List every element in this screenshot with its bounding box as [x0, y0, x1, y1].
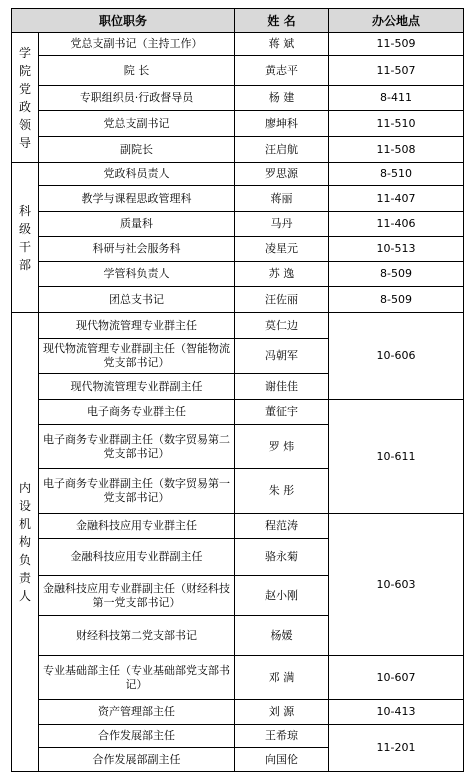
name-cell: 刘 源 [235, 700, 329, 725]
name-cell: 莫仁边 [235, 313, 329, 339]
position-cell: 教学与课程思政管理科 [39, 186, 235, 212]
position-cell: 资产管理部主任 [39, 700, 235, 725]
table-row [12, 33, 464, 56]
office-cell: 11-507 [329, 56, 464, 86]
name-cell: 赵小刚 [235, 576, 329, 616]
name-cell: 杨 建 [235, 86, 329, 111]
table-row [12, 514, 464, 539]
name-cell: 汪启航 [235, 137, 329, 163]
office-cell: 11-407 [329, 186, 464, 212]
position-cell: 院 长 [39, 56, 235, 86]
name-cell: 冯朝军 [235, 339, 329, 374]
position-cell: 团总支书记 [39, 287, 235, 313]
office-cell: 8-411 [329, 86, 464, 111]
name-cell: 罗思源 [235, 163, 329, 186]
table-row [12, 86, 464, 111]
table-row [12, 725, 464, 748]
office-cell: 10-603 [329, 514, 464, 656]
header-position: 职位职务 [12, 9, 235, 33]
table-row [12, 137, 464, 163]
position-cell: 党总支副书记（主持工作） [39, 33, 235, 56]
position-cell: 金融科技应用专业群主任 [39, 514, 235, 539]
office-cell: 8-509 [329, 262, 464, 287]
name-cell: 朱 彤 [235, 469, 329, 514]
position-cell: 党总支副书记 [39, 111, 235, 137]
office-cell: 10-513 [329, 237, 464, 262]
position-cell: 现代物流管理专业群主任 [39, 313, 235, 339]
table-row [12, 262, 464, 287]
header-name: 姓 名 [235, 9, 329, 33]
name-cell: 董征宇 [235, 400, 329, 425]
office-cell: 10-413 [329, 700, 464, 725]
office-cell: 8-509 [329, 287, 464, 313]
office-cell: 11-510 [329, 111, 464, 137]
position-cell: 副院长 [39, 137, 235, 163]
position-cell: 专职组织员·行政督导员 [39, 86, 235, 111]
category-cell: 内设机构负责人 [12, 313, 39, 772]
table-row [12, 287, 464, 313]
office-cell: 11-201 [329, 725, 464, 772]
position-cell: 现代物流管理专业群副主任 [39, 374, 235, 400]
name-cell: 汪佐丽 [235, 287, 329, 313]
table-row [12, 700, 464, 725]
name-cell: 邓 满 [235, 656, 329, 700]
name-cell: 廖坤科 [235, 111, 329, 137]
name-cell: 黄志平 [235, 56, 329, 86]
header-row [12, 9, 464, 33]
name-cell: 凌星元 [235, 237, 329, 262]
office-cell: 11-406 [329, 212, 464, 237]
category-cell: 科级干部 [12, 163, 39, 313]
name-cell: 杨媛 [235, 616, 329, 656]
table-row [12, 237, 464, 262]
table-row [12, 186, 464, 212]
name-cell: 程范涛 [235, 514, 329, 539]
office-cell: 10-611 [329, 400, 464, 514]
table-row [12, 212, 464, 237]
position-cell: 合作发展部副主任 [39, 748, 235, 772]
office-cell: 10-607 [329, 656, 464, 700]
position-cell: 合作发展部主任 [39, 725, 235, 748]
name-cell: 向国伦 [235, 748, 329, 772]
position-cell: 质量科 [39, 212, 235, 237]
name-cell: 蒋 斌 [235, 33, 329, 56]
table-row [12, 656, 464, 700]
name-cell: 罗 炜 [235, 425, 329, 469]
category-cell: 学院党政领导 [12, 33, 39, 163]
office-cell: 8-510 [329, 163, 464, 186]
office-cell: 11-509 [329, 33, 464, 56]
table-row [12, 313, 464, 339]
table-row [12, 56, 464, 86]
position-cell: 现代物流管理专业群副主任（智能物流党支部书记） [39, 339, 235, 374]
position-cell: 专业基础部主任（专业基础部党支部书记） [39, 656, 235, 700]
staff-table [11, 8, 464, 772]
position-cell: 电子商务专业群主任 [39, 400, 235, 425]
name-cell: 蒋丽 [235, 186, 329, 212]
office-cell: 10-606 [329, 313, 464, 400]
name-cell: 苏 逸 [235, 262, 329, 287]
name-cell: 王希琼 [235, 725, 329, 748]
name-cell: 骆永菊 [235, 539, 329, 576]
table-row [12, 163, 464, 186]
office-cell: 11-508 [329, 137, 464, 163]
table-row [12, 111, 464, 137]
position-cell: 财经科技第二党支部书记 [39, 616, 235, 656]
position-cell: 党政科员责人 [39, 163, 235, 186]
header-office: 办公地点 [329, 9, 464, 33]
position-cell: 学管科负责人 [39, 262, 235, 287]
position-cell: 电子商务专业群副主任（数字贸易第一党支部书记） [39, 469, 235, 514]
position-cell: 金融科技应用专业群副主任（财经科技第一党支部书记） [39, 576, 235, 616]
table-row [12, 400, 464, 425]
name-cell: 谢佳佳 [235, 374, 329, 400]
name-cell: 马丹 [235, 212, 329, 237]
position-cell: 金融科技应用专业群副主任 [39, 539, 235, 576]
position-cell: 科研与社会服务科 [39, 237, 235, 262]
position-cell: 电子商务专业群副主任（数字贸易第二党支部书记） [39, 425, 235, 469]
